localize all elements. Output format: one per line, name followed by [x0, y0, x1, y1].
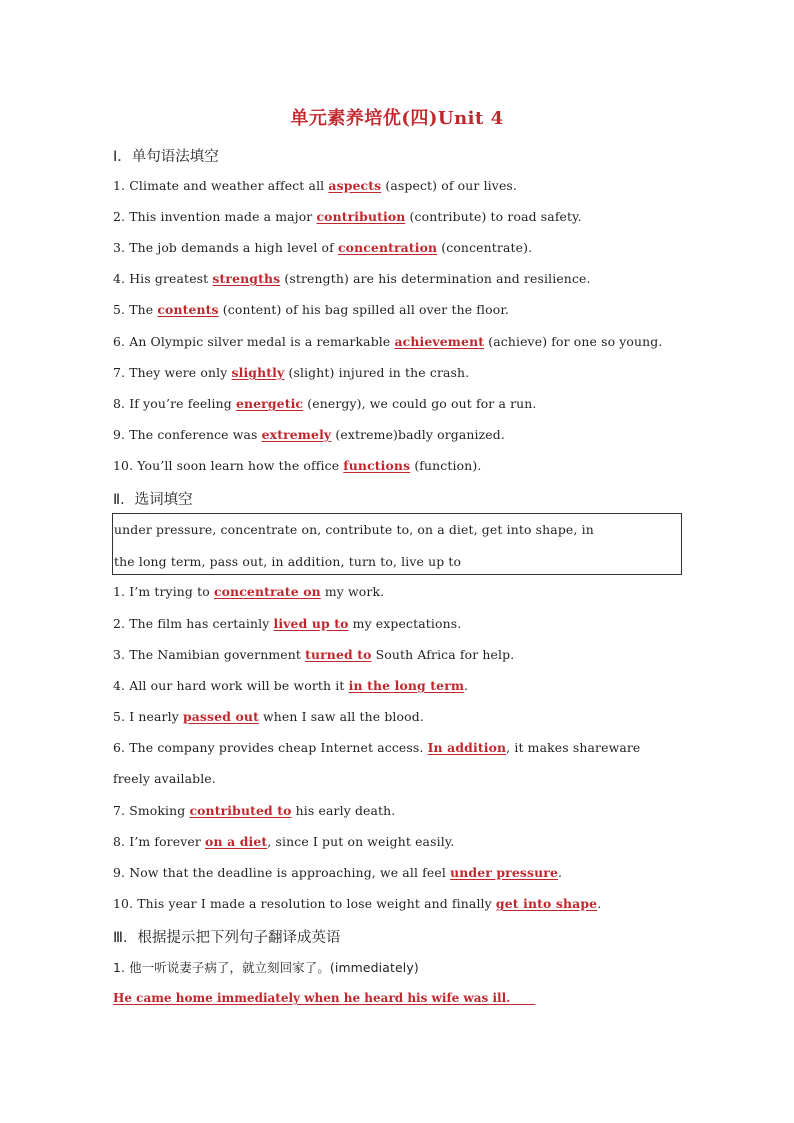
answer-text: lived up to — [273, 616, 349, 631]
question-line — [113, 302, 509, 317]
question-text: I’m forever — [129, 834, 201, 849]
question-line — [113, 616, 461, 631]
question-line — [113, 865, 562, 880]
question-text-end: . — [464, 678, 469, 693]
question-text: The company provides cheap Internet access. — [129, 740, 424, 755]
page-title: 单元素养培优(四)Unit 4 — [290, 108, 504, 129]
question-text: Climate and weather affect all — [129, 178, 325, 193]
answer-text: contributed to — [189, 803, 292, 818]
question-text: The conference was — [129, 427, 258, 442]
answer-text: concentration — [337, 240, 438, 255]
word-bank-box — [112, 513, 682, 575]
question-text-end: (extreme)badly organized. — [335, 427, 505, 442]
question-line — [113, 803, 395, 818]
question-line — [113, 896, 601, 911]
question-text-end: (strength) are his determination and resilience. — [284, 271, 591, 286]
answer-text: contribution — [316, 209, 406, 224]
item-number: 1. — [113, 178, 126, 193]
question-text: All our hard work will be worth it — [129, 678, 345, 693]
question-line — [113, 178, 517, 193]
question-text: Now that the deadline is approaching, we all feel — [129, 865, 446, 880]
question-text: If you’re feeling — [129, 396, 232, 411]
item-number: 7. — [113, 365, 126, 380]
item-number: 1. — [113, 960, 126, 975]
item-number: 5. — [113, 302, 126, 317]
item-number: 6. — [113, 740, 126, 755]
answer-text: aspects — [328, 178, 382, 193]
answer-text: concentrate on — [213, 584, 321, 599]
question-text-end: his early death. — [295, 803, 396, 818]
question-text-end: South Africa for help. — [375, 647, 515, 662]
section-1-heading: Ⅰ．单句语法填空 — [113, 149, 219, 165]
question-text-end: (concentrate). — [441, 240, 533, 255]
question-text-end: (slight) injured in the crash. — [288, 365, 470, 380]
question-text-end: my work. — [324, 584, 385, 599]
item-number: 6. — [113, 334, 126, 349]
question-line — [113, 209, 582, 224]
answer-underline-tail — [510, 991, 535, 1005]
item-number: 3. — [113, 647, 126, 662]
question-text-end: (contribute) to road safety. — [409, 209, 582, 224]
item-number: 2. — [113, 616, 126, 631]
item-number: 4. — [113, 271, 126, 286]
question-text: The job demands a high level of — [129, 240, 334, 255]
question-text: The Namibian government — [129, 647, 301, 662]
question-text-end: (achieve) for one so young. — [488, 334, 663, 349]
item-number: 8. — [113, 834, 126, 849]
item-number: 8. — [113, 396, 126, 411]
section-2-heading: Ⅱ．选词填空 — [113, 492, 193, 508]
answer-text: contents — [157, 302, 219, 317]
question-line — [113, 709, 424, 724]
question-line — [113, 834, 454, 849]
question-text: They were only — [129, 365, 228, 380]
item-number: 2. — [113, 209, 126, 224]
question-text: The film has certainly — [129, 616, 270, 631]
question-line-continued: freely available. — [113, 771, 216, 786]
question-text-end: (aspect) of our lives. — [385, 178, 518, 193]
answer-text: strengths — [212, 271, 281, 286]
question-line — [113, 396, 537, 411]
question-text-end: my expectations. — [352, 616, 462, 631]
question-line — [113, 240, 532, 255]
answer-text: turned to — [305, 647, 372, 662]
question-text: I’m trying to — [129, 584, 210, 599]
item-number: 9. — [113, 865, 126, 880]
item-number: 10. — [113, 896, 134, 911]
question-line — [113, 584, 384, 599]
question-line — [113, 458, 481, 473]
question-line — [113, 647, 514, 662]
question-text: I nearly — [129, 709, 179, 724]
question-text: This year I made a resolution to lose weight and finally — [137, 896, 492, 911]
item-number: 4. — [113, 678, 126, 693]
question-line — [113, 365, 469, 380]
question-line — [113, 678, 468, 693]
translation-answer: He came home immediately when he heard his wife was ill. — [113, 991, 511, 1005]
question-line — [113, 271, 591, 286]
item-number: 10. — [113, 458, 134, 473]
translation-answer-line — [113, 990, 535, 1005]
answer-text: in the long term — [348, 678, 465, 693]
question-text-end: . — [597, 896, 602, 911]
question-text-end: when I saw all the blood. — [263, 709, 424, 724]
question-text: The — [129, 302, 154, 317]
item-number: 3. — [113, 240, 126, 255]
question-text: His greatest — [129, 271, 209, 286]
word-bank-line-1: under pressure, concentrate on, contribute to, on a diet, get into shape, in — [114, 522, 594, 537]
question-line — [113, 427, 505, 442]
translation-prompt — [113, 958, 419, 976]
item-number: 5. — [113, 709, 126, 724]
section-3-heading: Ⅲ．根据提示把下列句子翻译成英语 — [113, 930, 341, 946]
question-text: This invention made a major — [129, 209, 313, 224]
question-text-end: (content) of his bag spilled all over the floor. — [222, 302, 510, 317]
answer-text: under pressure — [450, 865, 559, 880]
answer-text: achievement — [394, 334, 485, 349]
question-text-end: , since I put on weight easily. — [267, 834, 455, 849]
answer-text: extremely — [261, 427, 332, 442]
answer-text: slightly — [231, 365, 285, 380]
question-text: An Olympic silver medal is a remarkable — [129, 334, 391, 349]
question-text: You’ll soon learn how the office — [137, 458, 340, 473]
question-text-end: . — [558, 865, 563, 880]
question-line — [113, 334, 662, 349]
item-number: 7. — [113, 803, 126, 818]
prompt-text: 他一听说妻子病了，就立刻回家了。(immediately) — [129, 960, 419, 975]
question-text-end: , it makes shareware — [506, 740, 641, 755]
answer-text: energetic — [235, 396, 304, 411]
answer-text: on a diet — [205, 834, 268, 849]
answer-text: get into shape — [495, 896, 598, 911]
question-text: Smoking — [129, 803, 186, 818]
question-text-end: (function). — [414, 458, 482, 473]
answer-text: In addition — [427, 740, 507, 755]
question-line — [113, 740, 640, 755]
word-bank-line-2: the long term, pass out, in addition, turn to, live up to — [114, 554, 462, 569]
item-number: 1. — [113, 584, 126, 599]
answer-text: passed out — [182, 709, 259, 724]
question-text-end: (energy), we could go out for a run. — [307, 396, 537, 411]
item-number: 9. — [113, 427, 126, 442]
answer-text: functions — [343, 458, 411, 473]
